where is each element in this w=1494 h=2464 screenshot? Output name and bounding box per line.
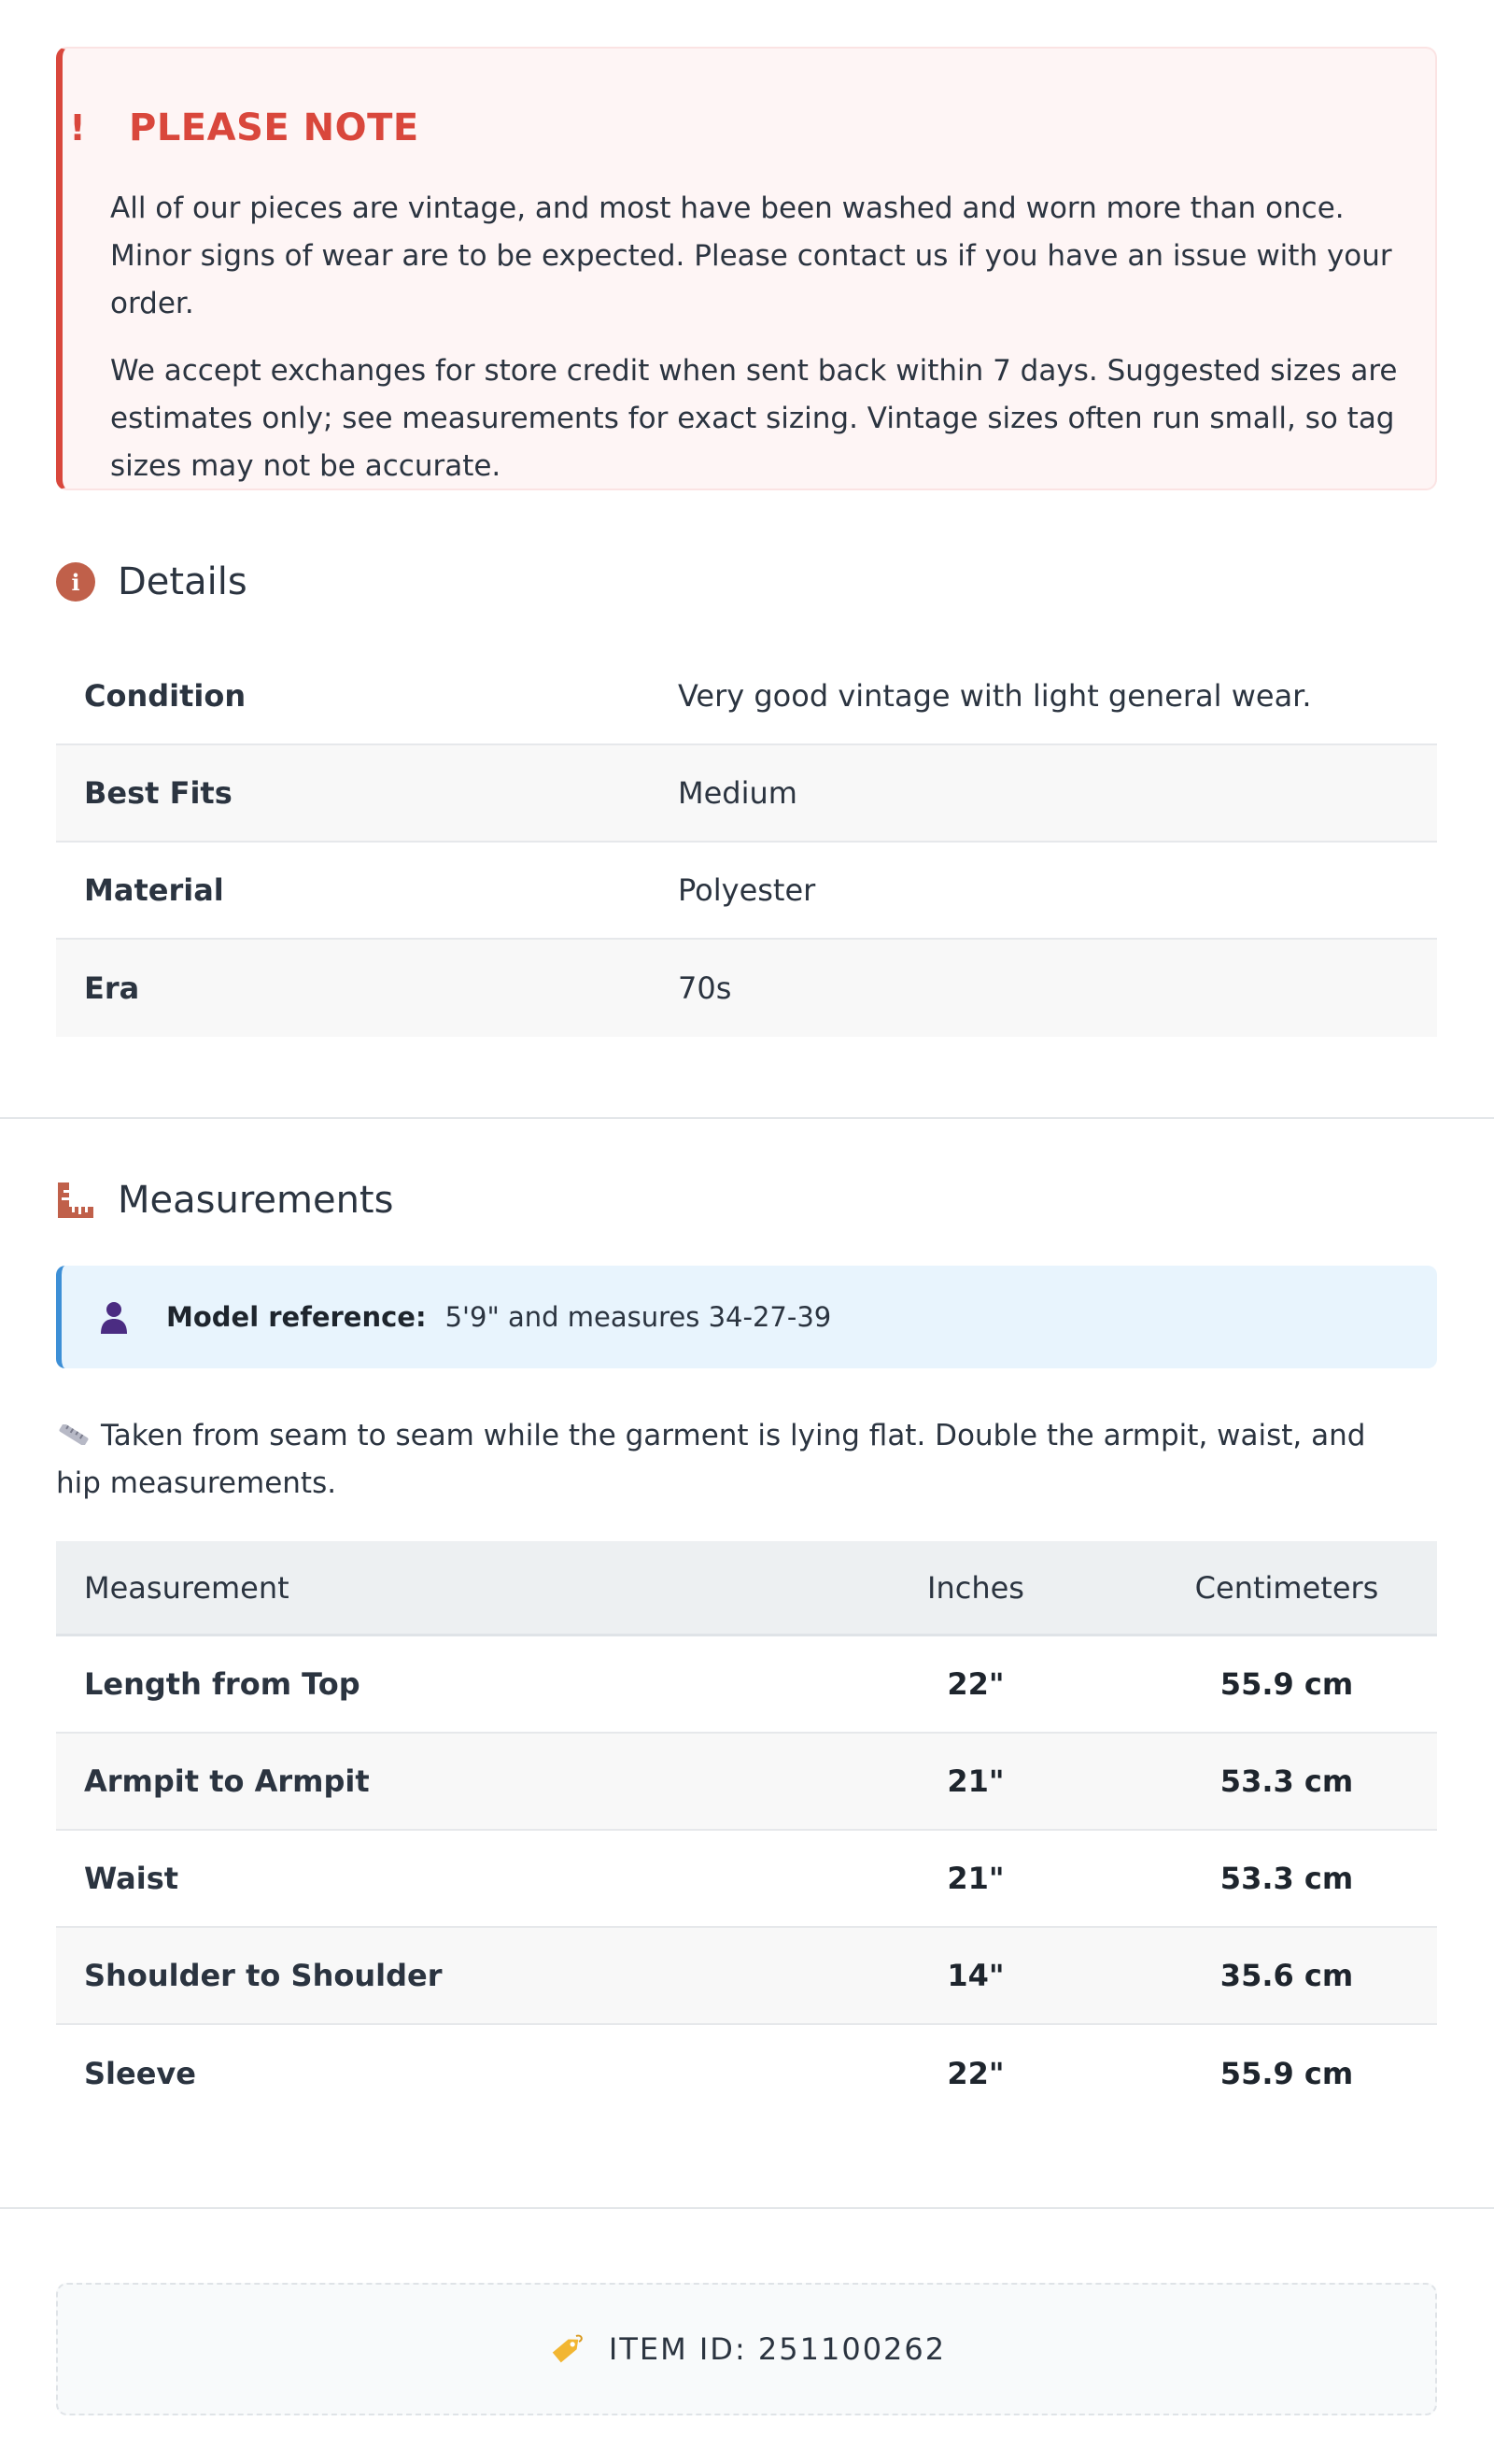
table-row <box>56 1636 1437 1734</box>
tag-icon <box>547 2329 586 2369</box>
notice-title: PLEASE NOTE <box>129 106 419 149</box>
details-value: Very good vintage with light general wear. <box>678 678 1312 714</box>
details-header <box>56 559 247 605</box>
details-label: Material <box>84 872 224 908</box>
table-header-row <box>56 1541 1437 1636</box>
details-row-condition <box>56 648 1437 745</box>
model-reference-value: 5'9" and measures 34-27-39 <box>444 1301 832 1333</box>
table-row <box>56 1734 1437 1831</box>
notice-body <box>110 185 1408 490</box>
details-table <box>56 648 1437 1037</box>
measurement-name: Length from Top <box>84 1666 360 1702</box>
details-value: Polyester <box>678 872 816 908</box>
details-label: Condition <box>84 678 247 714</box>
ruler-small-icon <box>56 1424 92 1445</box>
measurement-inches: 21" <box>947 1763 1005 1799</box>
measurements-title: Measurements <box>118 1179 394 1222</box>
details-title: Details <box>118 560 247 603</box>
column-header: Centimeters <box>1194 1569 1379 1606</box>
ruler-icon <box>56 1181 95 1220</box>
details-value: Medium <box>678 775 797 811</box>
measurement-cm: 55.9 cm <box>1219 2056 1354 2091</box>
measurements-header <box>56 1177 393 1224</box>
item-id-box <box>56 2283 1437 2415</box>
measurement-inches: 22" <box>947 1666 1005 1702</box>
measurement-name: Sleeve <box>84 2056 196 2091</box>
details-row-era <box>56 940 1437 1037</box>
model-reference-callout <box>56 1266 1437 1368</box>
measurement-inches: 14" <box>947 1958 1005 1993</box>
measurement-cm: 53.3 cm <box>1219 1763 1354 1799</box>
measurement-cm: 55.9 cm <box>1219 1666 1354 1702</box>
measurements-table <box>56 1541 1437 2122</box>
measurement-cm: 35.6 cm <box>1219 1958 1354 1993</box>
notice-header <box>65 100 419 156</box>
table-row <box>56 1831 1437 1928</box>
measurement-name: Shoulder to Shoulder <box>84 1958 443 1993</box>
section-divider <box>0 1117 1494 1119</box>
measurement-inches: 21" <box>947 1861 1005 1896</box>
notice-paragraph: All of our pieces are vintage, and most have been washed and worn more than once. Minor signs of wear are to be expected. Please contact us if you have an issue with your order. <box>110 191 1392 320</box>
measurement-cm: 53.3 cm <box>1219 1861 1354 1896</box>
person-icon <box>95 1298 133 1336</box>
table-row <box>56 1928 1437 2025</box>
table-row <box>56 2025 1437 2122</box>
exclamation-icon: ! <box>69 107 86 149</box>
column-header: Inches <box>927 1569 1024 1606</box>
item-id-label: ITEM ID: 251100262 <box>608 2331 947 2367</box>
details-row-best-fits <box>56 745 1437 843</box>
measurement-note-text: Taken from seam to seam while the garment is lying flat. Double the armpit, waist, and hip measurements. <box>56 1419 1366 1500</box>
column-header: Measurement <box>84 1569 289 1606</box>
notice-paragraph: We accept exchanges for store credit when sent back within 7 days. Suggested sizes are estimates only; see measurements for exact sizing. Vintage sizes often run small, so tag sizes may not be accurate. <box>110 354 1398 483</box>
info-icon: i <box>56 562 95 602</box>
details-value: 70s <box>678 970 732 1006</box>
section-divider <box>0 2207 1494 2209</box>
measurement-inches: 22" <box>947 2056 1005 2091</box>
details-row-material <box>56 843 1437 940</box>
measurement-note <box>56 1412 1401 1508</box>
details-label: Era <box>84 970 140 1006</box>
model-reference-label: Model reference: <box>166 1301 427 1333</box>
details-label: Best Fits <box>84 775 233 811</box>
measurement-name: Waist <box>84 1861 179 1896</box>
measurement-name: Armpit to Armpit <box>84 1763 370 1799</box>
